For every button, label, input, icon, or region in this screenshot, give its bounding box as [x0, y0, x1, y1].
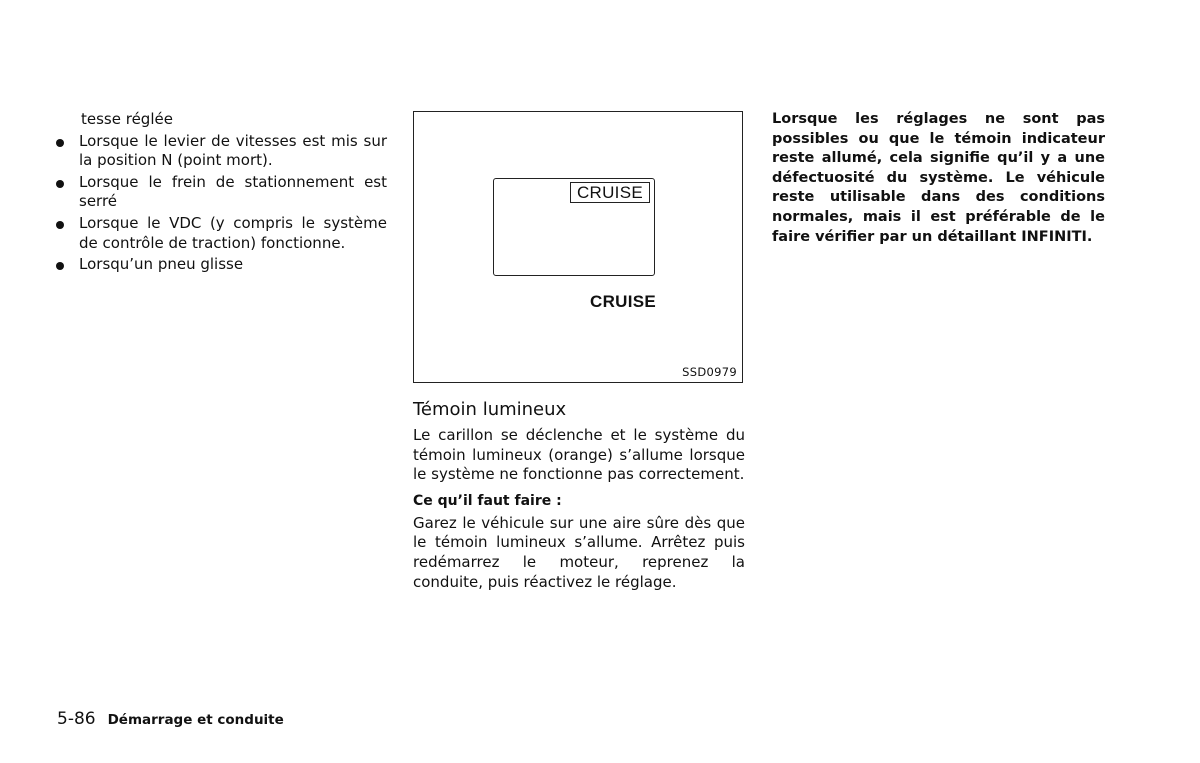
- action-paragraph: Garez le véhicule sur une aire sûre dès que le témoin lumineux s’allume. Arrêtez puis redémarrez le moteur, reprenez la conduite, puis réactivez le réglage.: [413, 513, 745, 591]
- middle-column: [413, 110, 745, 592]
- list-item: [55, 132, 387, 171]
- list-item-text: Lorsqu’un pneu glisse: [79, 255, 244, 274]
- cruise-indicator-label: CRUISE: [590, 292, 657, 311]
- action-subheading: Ce qu’il faut faire :: [413, 492, 562, 509]
- list-item-text: Lorsque le VDC (y compris le système de contrôle de traction) fonctionne.: [79, 213, 387, 252]
- section-heading: Témoin lumineux: [413, 399, 567, 420]
- right-column: [772, 110, 1105, 247]
- bullet-icon: [56, 262, 64, 270]
- page-footer: [57, 709, 284, 729]
- malfunction-paragraph: Lorsque les réglages ne sont pas possibles ou que le témoin indicateur reste allumé, cela signifie qu’il y a une défectuosité du système. Le véhicule reste utilisable dans des conditions normales, mais il est préférable de le faire vérifier par un détaillant INFINITI.: [772, 111, 1105, 245]
- screen-cruise-label: CRUISE: [570, 182, 650, 203]
- continuation-text: tesse réglée: [81, 110, 173, 128]
- bullet-icon: [56, 180, 64, 188]
- left-column: [55, 110, 387, 277]
- section-title: Démarrage et conduite: [107, 712, 284, 728]
- page-number: 5-86: [57, 709, 96, 729]
- figure-code: SSD0979: [682, 365, 737, 379]
- cruise-indicator-figure: [413, 111, 743, 383]
- list-item: [55, 173, 387, 212]
- list-item: [55, 255, 387, 275]
- list-item: [55, 214, 387, 253]
- bullet-icon: [56, 139, 64, 147]
- warning-paragraph: Le carillon se déclenche et le système du témoin lumineux (orange) s’allume lorsque le système ne fonctionne pas correctement.: [413, 426, 745, 484]
- bullet-icon: [56, 221, 64, 229]
- list-item-text: Lorsque le levier de vitesses est mis sur la position N (point mort).: [79, 131, 387, 170]
- condition-list: [55, 132, 387, 275]
- display-screen: [493, 178, 655, 276]
- list-item-text: Lorsque le frein de stationnement est serré: [79, 172, 387, 211]
